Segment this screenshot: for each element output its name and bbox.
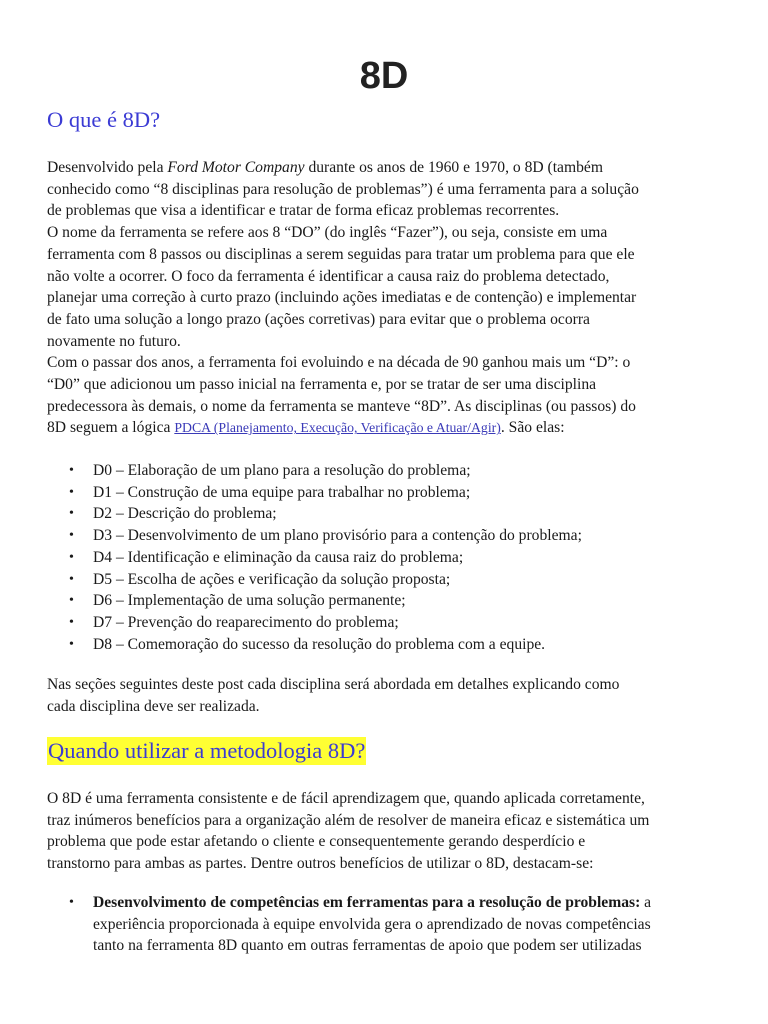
intro-line: novamente no futuro. — [47, 332, 181, 350]
intro-line: Com o passar dos anos, a ferramenta foi evoluindo e na década de 90 ganhou mais um “D”: o — [47, 354, 631, 372]
list-item-text: D0 – Elaboração de um plano para a resolução do problema; — [93, 462, 471, 479]
list-item-text: D1 – Construção de uma equipe para trabalhar no problema; — [93, 483, 471, 501]
benefit-title: Desenvolvimento de competências em ferramentas para a resolução de problemas: — [93, 894, 641, 911]
intro-line: conhecido como “8 disciplinas para resolução de problemas”) é uma ferramenta para a solução — [47, 180, 639, 198]
paragraph-line: O 8D é uma ferramenta consistente e de fácil aprendizagem que, quando aplicada corretamente, — [47, 790, 645, 807]
disciplines-list — [47, 460, 727, 655]
paragraph-line: problema que pode estar afetando o cliente e consequentemente gerando desperdício e — [47, 833, 586, 851]
list-item-text: D7 – Prevenção do reaparecimento do problema; — [93, 613, 399, 631]
list-item — [47, 482, 727, 504]
intro-line: “D0” que adicionou um passo inicial na ferramenta e, por se tratar de ser uma disciplina — [47, 376, 597, 394]
intro-line-pdca — [47, 417, 709, 439]
list-item — [47, 547, 727, 569]
bullet-icon: • — [69, 636, 74, 652]
intro-line: de problemas que visa a identificar e tratar de forma eficaz problemas recorrentes. — [47, 202, 560, 220]
list-item — [47, 569, 727, 591]
paragraph-line: Nas seções seguintes deste post cada disciplina será abordada em detalhes explicando como — [47, 676, 620, 693]
intro-line: planejar uma correção à curto prazo (incluindo ações imediatas e de contenção) e implementar — [47, 289, 637, 307]
bullet-icon: • — [69, 614, 74, 630]
list-item — [47, 612, 727, 634]
list-item-text: D3 – Desenvolvimento de um plano provisório para a contenção do problema; — [93, 527, 582, 545]
bullet-icon: • — [69, 549, 74, 565]
intro-line: de fato uma solução a longo prazo (ações corretivas) para evitar que o problema ocorra — [47, 310, 590, 328]
benefit-text: a — [640, 894, 652, 911]
list-item-text: D2 – Descrição do problema; — [93, 505, 277, 523]
list-item — [47, 590, 727, 612]
bullet-icon: • — [69, 463, 74, 478]
document-title: 8D — [359, 55, 409, 97]
paragraph-line: cada disciplina deve ser realizada. — [47, 697, 260, 715]
benefits-list — [47, 892, 727, 957]
list-item-text: D5 – Escolha de ações e verificação da solução proposta; — [93, 570, 451, 588]
section-heading-when-to-use: Quando utilizar a metodologia 8D? — [48, 738, 366, 763]
bullet-icon: • — [69, 593, 74, 609]
pdca-link[interactable]: PDCA (Planejamento, Execução, Verificação e Atuar/Agir) — [174, 420, 501, 436]
benefit-line — [93, 892, 727, 914]
list-item-text: D6 – Implementação de uma solução permanente; — [93, 592, 406, 610]
next-sections-paragraph — [47, 674, 709, 717]
intro-line: não volte a ocorrer. O foco da ferramenta é identificar a causa raiz do problema detectado, — [47, 267, 610, 285]
paragraph-line: traz inúmeros benefícios para a organização além de resolver de maneira eficaz e sistemática um — [47, 811, 650, 829]
list-item — [47, 634, 727, 656]
benefit-line: experiência proporcionada à equipe envolvida gera o aprendizado de novas competências — [93, 915, 651, 933]
intro-line-text: Desenvolvido pela — [47, 159, 168, 176]
intro-line-text: durante os anos de 1960 e 1970, o 8D (também — [304, 159, 603, 176]
list-item-text: D4 – Identificação e eliminação da causa raiz do problema; — [93, 548, 464, 566]
bullet-icon: • — [69, 528, 74, 544]
bullet-icon: • — [69, 895, 74, 910]
list-item — [47, 525, 727, 547]
usage-paragraph — [47, 788, 709, 875]
bullet-icon: • — [69, 506, 74, 522]
pdca-line-text: . São elas: — [500, 419, 565, 437]
pdca-line-text: 8D seguem a lógica — [47, 419, 175, 437]
benefit-line: tanto na ferramenta 8D quanto em outras ferramentas de apoio que podem ser utilizadas — [93, 937, 642, 955]
intro-line: O nome da ferramenta se refere aos 8 “DO” (do inglês “Fazer”), ou seja, consiste em uma — [47, 224, 608, 242]
intro-paragraph — [47, 157, 709, 439]
intro-line — [47, 157, 709, 179]
company-name: Ford Motor Company — [167, 159, 305, 176]
list-item-text: D8 – Comemoração do sucesso da resolução do problema com a equipe. — [93, 635, 546, 653]
paragraph-line: transtorno para ambas as partes. Dentre outros benefícios de utilizar o 8D, destacam-se: — [47, 855, 594, 873]
bullet-icon: • — [69, 571, 74, 587]
intro-line: predecessora às demais, o nome da ferramenta se manteve “8D”. As disciplinas (ou passos) do — [47, 397, 636, 415]
intro-line: ferramenta com 8 passos ou disciplinas a serem seguidas para tratar um problema para que ele — [47, 245, 635, 263]
list-item — [47, 503, 727, 525]
list-item — [47, 460, 727, 482]
bullet-icon: • — [69, 484, 74, 500]
list-item — [47, 892, 727, 957]
section-heading-what-is-8d: O que é 8D? — [47, 107, 161, 132]
